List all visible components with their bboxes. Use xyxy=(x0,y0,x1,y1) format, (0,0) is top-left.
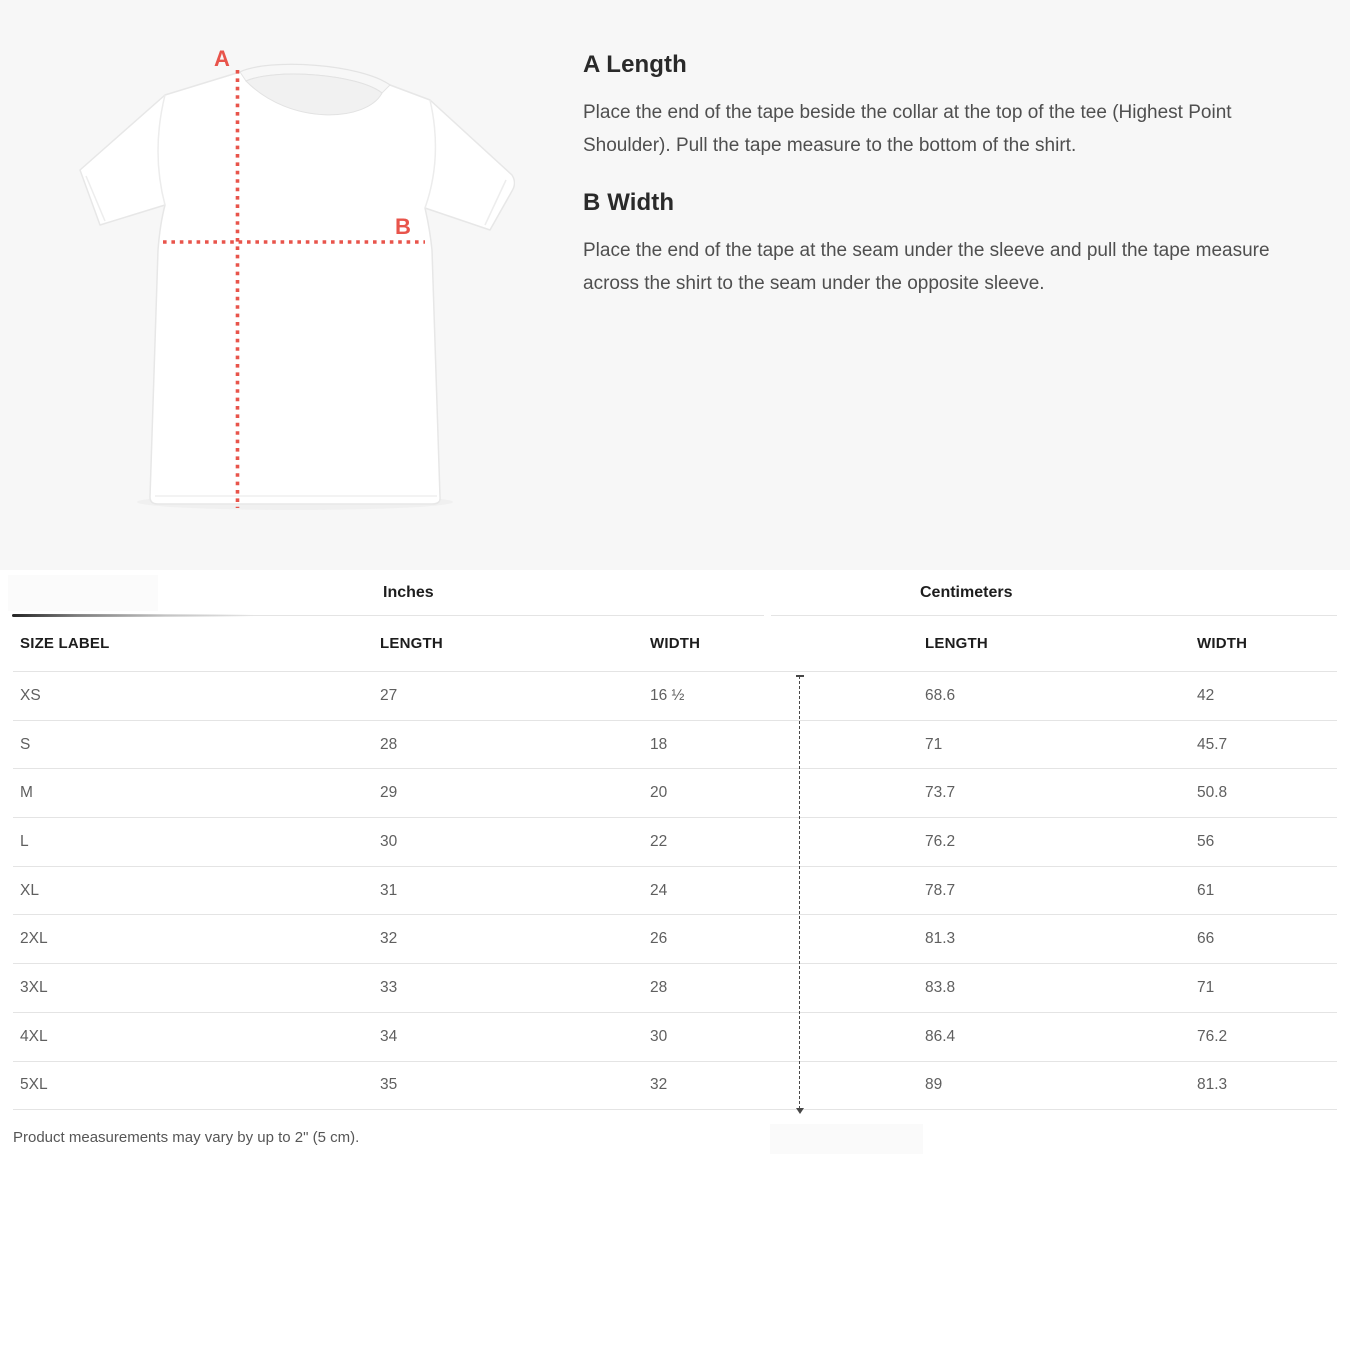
inches-length-cell: 27 xyxy=(380,686,398,704)
measurement-disclaimer: Product measurements may vary by up to 2" (5 cm). xyxy=(13,1129,360,1147)
cm-width-cell: 45.7 xyxy=(1197,735,1228,753)
inches-width-cell: 20 xyxy=(650,784,668,802)
cm-width-cell: 76.2 xyxy=(1197,1027,1228,1045)
divider-top-cap xyxy=(796,675,804,677)
width-line-label: B xyxy=(395,214,411,239)
cm-width-cell: 50.8 xyxy=(1197,784,1228,802)
inches-width-cell: 24 xyxy=(650,881,668,899)
cm-length-cell: 89 xyxy=(925,1076,943,1094)
cm-length-cell: 86.4 xyxy=(925,1027,956,1045)
inches-width-cell: 16 ½ xyxy=(650,686,685,704)
inches-length-cell: 30 xyxy=(380,832,398,850)
cm-length-cell: 81.3 xyxy=(925,930,956,948)
table-row xyxy=(13,964,1337,1013)
size-label-cell: 4XL xyxy=(20,1027,48,1045)
size-label-cell: 3XL xyxy=(20,978,48,996)
col-header-width-cm: WIDTH xyxy=(1197,635,1248,652)
inches-width-cell: 18 xyxy=(650,735,668,753)
length-line-label: A xyxy=(214,46,230,71)
unit-group-row xyxy=(0,570,1350,616)
size-label-cell: S xyxy=(20,735,31,753)
cm-width-cell: 42 xyxy=(1197,686,1215,704)
size-label-cell: XS xyxy=(20,686,41,704)
width-instruction-text: Place the end of the tape at the seam under the sleeve and pull the tape measure across the shirt to the seam under the opposite sleeve. xyxy=(583,240,1270,294)
size-label-cell: 2XL xyxy=(20,930,48,948)
length-instruction-text: Place the end of the tape beside the collar at the top of the tee (Highest Point Shoulder). Pull the tape measure to the bottom of the shirt. xyxy=(583,102,1232,156)
size-label-cell: L xyxy=(20,832,29,850)
inches-width-cell: 32 xyxy=(650,1076,668,1094)
cm-length-cell: 76.2 xyxy=(925,832,956,850)
measuring-instructions xyxy=(583,40,1308,300)
divider-line xyxy=(799,676,800,1109)
size-label-cell: XL xyxy=(20,881,39,899)
inches-length-cell: 29 xyxy=(380,784,398,802)
inches-width-cell: 28 xyxy=(650,978,668,996)
cm-length-cell: 73.7 xyxy=(925,784,956,802)
col-header-width-in: WIDTH xyxy=(650,635,701,652)
cm-width-cell: 66 xyxy=(1197,930,1215,948)
inches-length-cell: 33 xyxy=(380,978,398,996)
size-rows xyxy=(0,672,1350,1110)
table-row xyxy=(13,1013,1337,1062)
length-instruction-heading: A Length xyxy=(583,51,687,78)
cm-width-cell: 61 xyxy=(1197,881,1215,899)
size-label-cell: 5XL xyxy=(20,1076,48,1094)
inches-length-cell: 32 xyxy=(380,930,398,948)
inches-length-cell: 28 xyxy=(380,735,398,753)
inches-length-cell: 35 xyxy=(380,1076,398,1094)
col-header-length-in: LENGTH xyxy=(380,635,443,652)
unit-group-inches: Inches xyxy=(383,584,434,601)
table-header-row xyxy=(13,616,1337,672)
cm-length-cell: 83.8 xyxy=(925,978,956,996)
table-row xyxy=(13,769,1337,818)
dark-line-artifact xyxy=(12,614,307,617)
centimeters-underline xyxy=(771,615,1337,616)
table-row xyxy=(13,721,1337,770)
inches-width-cell: 30 xyxy=(650,1027,668,1045)
measurement-lines xyxy=(75,52,515,517)
table-row xyxy=(13,867,1337,916)
cm-length-cell: 68.6 xyxy=(925,686,956,704)
inches-length-cell: 31 xyxy=(380,881,398,899)
table-row xyxy=(13,1062,1337,1111)
table-row xyxy=(13,672,1337,721)
tshirt-measurement-diagram xyxy=(75,46,515,517)
cm-length-cell: 78.7 xyxy=(925,881,956,899)
col-header-length-cm: LENGTH xyxy=(925,635,988,652)
cm-width-cell: 81.3 xyxy=(1197,1076,1228,1094)
cm-width-cell: 71 xyxy=(1197,978,1215,996)
inches-length-cell: 34 xyxy=(380,1027,398,1045)
measuring-guide-section xyxy=(0,0,1350,570)
unit-group-centimeters: Centimeters xyxy=(920,584,1013,601)
inches-width-cell: 22 xyxy=(650,832,668,850)
width-instruction-heading: B Width xyxy=(583,189,675,216)
size-table-section xyxy=(0,570,1350,1146)
size-label-cell: M xyxy=(20,784,33,802)
cm-length-cell: 71 xyxy=(925,735,943,753)
blanked-area-top xyxy=(8,575,158,611)
table-row xyxy=(13,818,1337,867)
inches-width-cell: 26 xyxy=(650,930,668,948)
cm-width-cell: 56 xyxy=(1197,832,1215,850)
table-row xyxy=(13,915,1337,964)
divider-bottom-arrow xyxy=(796,1108,804,1114)
blanked-area-bottom xyxy=(770,1124,923,1154)
col-header-size-label: SIZE LABEL xyxy=(20,635,110,652)
dashed-divider-line xyxy=(795,675,805,1114)
